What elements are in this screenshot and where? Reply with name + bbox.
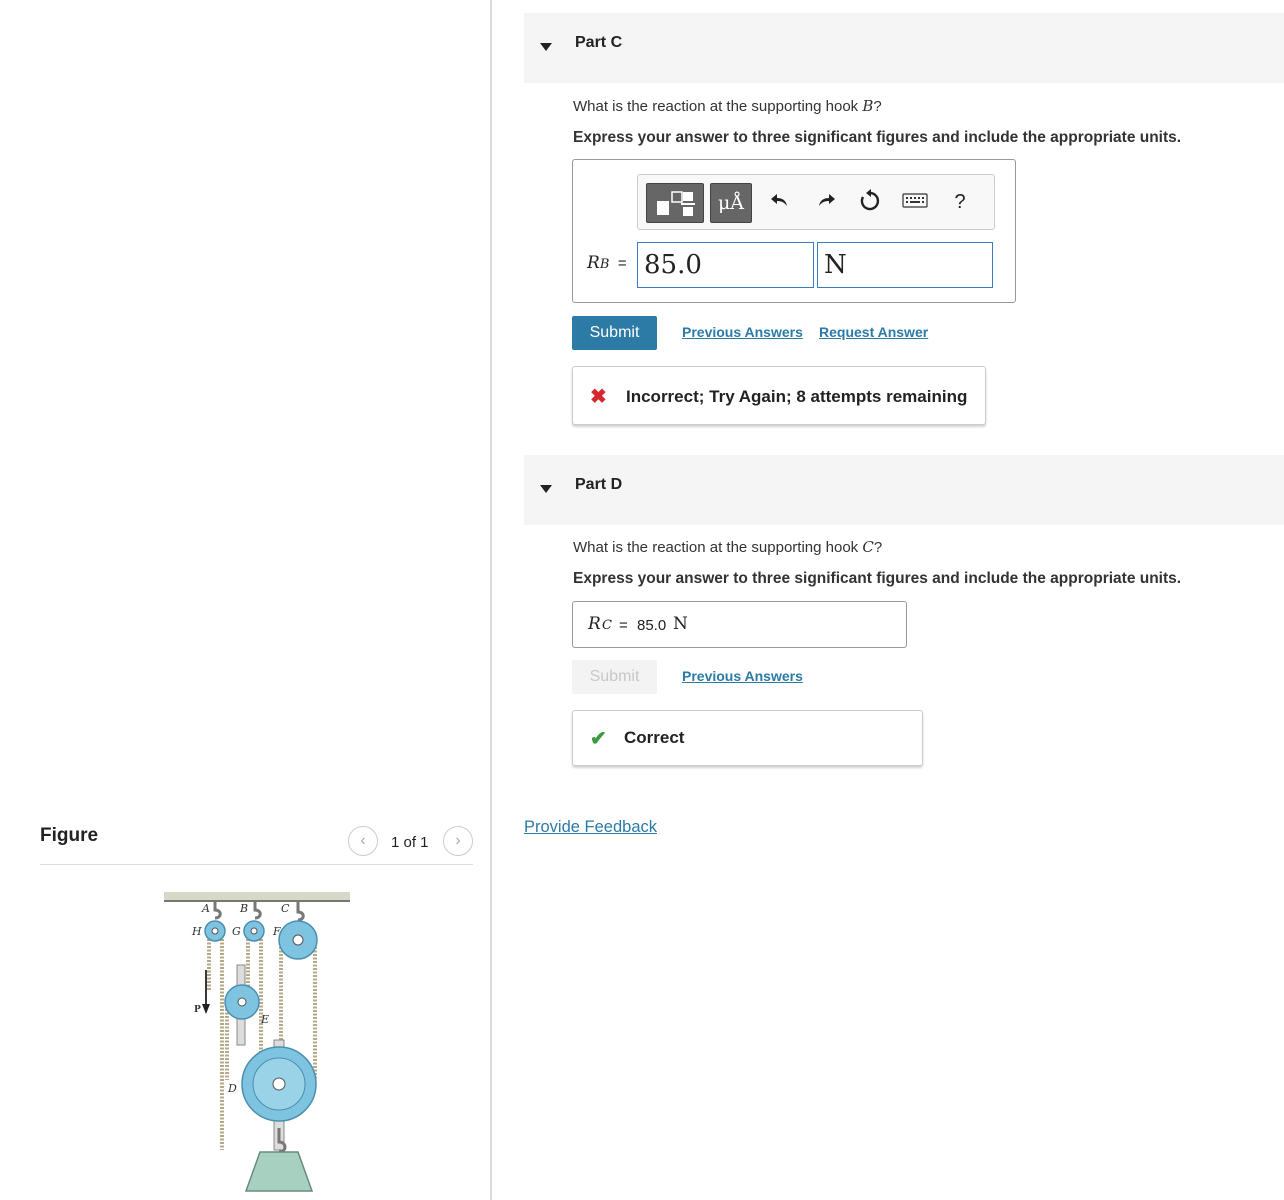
label-sub: B (599, 257, 610, 272)
figure-title: Figure (40, 825, 99, 846)
question-mark: ? (873, 539, 883, 556)
provide-feedback-link[interactable]: Provide Feedback (524, 818, 657, 836)
next-figure-button[interactable]: › (443, 826, 473, 856)
label-eq: = (619, 617, 628, 634)
templates-button[interactable] (646, 183, 704, 223)
hooks (215, 902, 303, 920)
reset-icon[interactable] (855, 189, 885, 219)
question-text: What is the reaction at the supporting hook (573, 539, 863, 556)
question-mark: ? (873, 98, 882, 115)
request-answer-link[interactable]: Request Answer (819, 324, 929, 340)
value-input[interactable]: 85.0 (637, 242, 814, 288)
label-g: G (232, 925, 241, 938)
feedback-text-c: Incorrect; Try Again; 8 attempts remaining (626, 387, 968, 406)
answer-units-d: N (673, 614, 688, 634)
answer-label-c (587, 253, 627, 273)
pulley-system-figure (150, 880, 370, 1195)
keyboard-icon[interactable] (900, 189, 930, 215)
answer-display-d (572, 601, 907, 648)
part-c-instructions: Express your answer to three significant figures and include the appropriate units. (573, 129, 1182, 146)
units-input[interactable]: N (817, 242, 993, 288)
part-d-instructions: Express your answer to three significant figures and include the appropriate units. (573, 570, 1182, 587)
previous-answers-link-d[interactable]: Previous Answers (682, 668, 803, 684)
collapse-triangle-icon[interactable] (540, 485, 552, 493)
part-d-question (573, 538, 882, 556)
question-variable: C (862, 538, 874, 556)
submit-button-c[interactable]: Submit (572, 316, 657, 350)
label-d: D (228, 1082, 237, 1095)
feedback-incorrect (572, 366, 986, 425)
redo-icon[interactable] (811, 189, 841, 217)
label-r: R (587, 253, 600, 273)
weight-block (246, 1152, 312, 1191)
feedback-correct (572, 710, 923, 766)
part-c-title: Part C (575, 34, 623, 51)
feedback-text-d: Correct (624, 728, 685, 747)
label-eq: = (617, 255, 627, 272)
label-h: H (192, 925, 202, 938)
part-d-title: Part D (575, 476, 623, 493)
math-toolbar (637, 174, 995, 230)
templates-icon (647, 184, 703, 222)
submit-button-d: Submit (572, 660, 657, 694)
units-button[interactable]: μÅ (710, 183, 752, 223)
label-a: A (202, 902, 210, 915)
collapse-triangle-icon[interactable] (540, 43, 552, 51)
x-icon: ✖ (590, 386, 607, 408)
label-b: B (240, 902, 249, 915)
figure-pager: 1 of 1 (391, 834, 429, 851)
check-icon: ✔ (590, 728, 607, 750)
label-r: R (588, 614, 601, 634)
part-c-header[interactable] (524, 13, 1284, 83)
prev-figure-button[interactable]: ‹ (348, 826, 378, 856)
answer-value-d: 85.0 (637, 617, 667, 634)
part-c-question (573, 97, 882, 115)
label-p: P (194, 1005, 201, 1015)
label-e: E (261, 1013, 270, 1026)
figure-divider (40, 864, 473, 865)
pane-divider (490, 0, 492, 1200)
label-f: F (273, 925, 281, 938)
previous-answers-link-c[interactable]: Previous Answers (682, 324, 803, 340)
part-d-header[interactable] (524, 455, 1284, 525)
help-icon[interactable]: ? (954, 191, 966, 213)
question-variable: B (862, 97, 874, 115)
undo-icon[interactable] (765, 189, 795, 217)
arrow-head-icon (202, 1004, 210, 1014)
question-text: What is the reaction at the supporting hook (573, 98, 863, 115)
label-c: C (281, 902, 290, 915)
label-sub: C (602, 618, 612, 633)
